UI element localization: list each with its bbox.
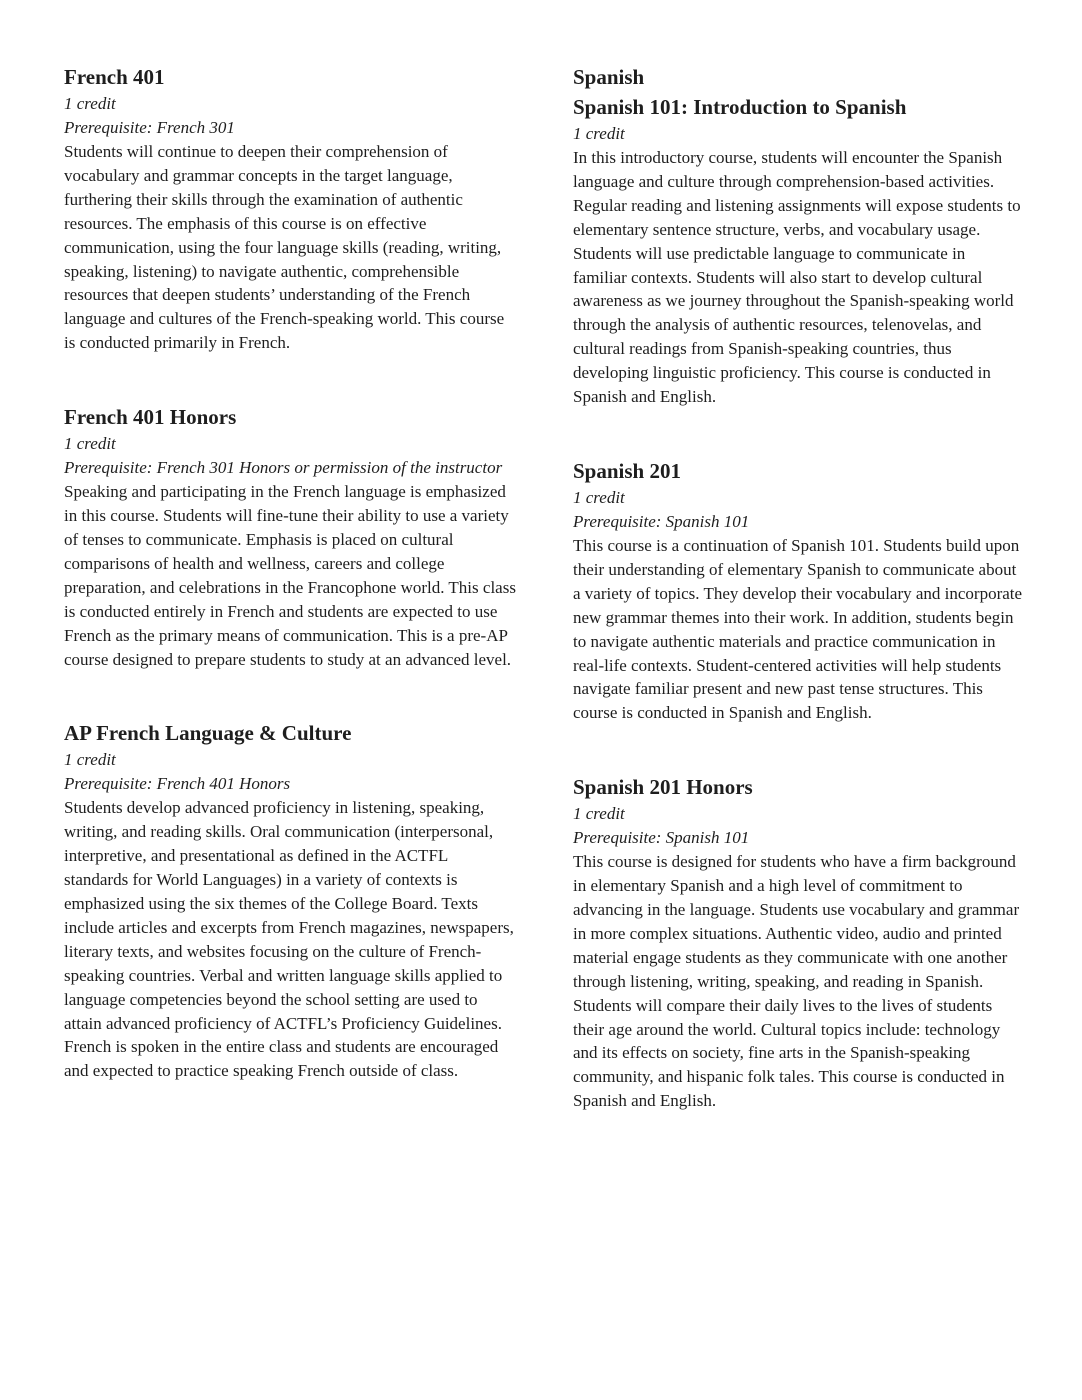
course-title: AP French Language & Culture: [64, 721, 352, 746]
course-french-401-honors: [64, 402, 516, 671]
course-title: Spanish 101: Introduction to Spanish: [573, 95, 907, 119]
course-description: This course is a continuation of Spanish 101. Students build upon their understanding of elementary Spanish to communicate about a variety of topics. They develop their vocabulary and incorporate new grammar themes into their work. In addition, students begin to navigate authentic materials and practice communication in real-life contexts. Student-centered activities will help students navigate familiar present and new past tense structures. This course is conducted in Spanish and English.: [573, 535, 1023, 723]
right-column: [573, 62, 1023, 1113]
left-column: [64, 62, 516, 1083]
course-title: Spanish 201: [573, 458, 681, 483]
course-prerequisite: Prerequisite: Spanish 101: [573, 828, 750, 848]
course-credit: 1 credit: [573, 124, 625, 143]
section-title-spanish: Spanish: [573, 65, 645, 89]
course-prerequisite: Prerequisite: French 301 Honors or permission of the instructor: [64, 458, 503, 478]
course-credit: 1 credit: [573, 487, 625, 507]
course-title: French 401 Honors: [64, 405, 237, 430]
course-credit: 1 credit: [64, 434, 116, 454]
course-description: Students develop advanced proficiency in listening, speaking, writing, and reading skills. Oral communication (interpersonal, interpretive, and presentational as defined in the ACTFL standards for World Languages) in a variety of contexts is emphasized using the six themes of the College Board. Texts include articles and excerpts from French magazines, newspapers, literary texts, and websites focusing on the culture of French-speaking countries. Verbal and written language skills applied to language competencies beyond the school setting are used to attain advanced proficiency of ACTFL’s Proficiency Guidelines. French is spoken in the entire class and students are encouraged and expected to practice speaking French outside of class.: [64, 798, 514, 1081]
course-credit: 1 credit: [64, 94, 116, 113]
course-spanish-101: [573, 92, 1023, 409]
course-credit: 1 credit: [64, 750, 116, 770]
course-title: French 401: [64, 65, 165, 89]
course-ap-french: [64, 718, 516, 1083]
course-description: Speaking and participating in the French language is emphasized in this course. Students will fine-tune their ability to use a variety of tenses to communicate. Emphasis is placed on cultural comparisons of health and wellness, careers and college preparation, and celebrations in the Francophone world. This class is conducted entirely in French and students are expected to use French as the primary means of communication. This is a pre-AP course designed to prepare students to study at an advanced level.: [64, 482, 516, 669]
course-title: Spanish 201 Honors: [573, 775, 753, 800]
course-credit: 1 credit: [573, 804, 625, 824]
course-description: This course is designed for students who have a firm background in elementary Spanish and a high level of commitment to advancing in the language. Students use vocabulary and grammar in more complex situations. Authentic video, audio and printed material engage students as they communicate with one another through listening, writing, speaking, and reading in Spanish. Students will compare their daily lives to the lives of students their age around the world. Cultural topics include: technology and its effects on society, fine arts in the Spanish-speaking community, and hispanic folk tales. This course is conducted in Spanish and English.: [573, 852, 1020, 1111]
course-description: In this introductory course, students will encounter the Spanish language and culture through comprehension-based activities. Regular reading and listening assignments will expose students to elementary sentence structure, verbs, and vocabulary usage. Students will use predictable language to communicate in familiar contexts. Students will also start to develop cultural awareness as we journey throughout the Spanish-speaking world through the analysis of authentic resources, telenovelas, and cultural readings from Spanish-speaking countries, thus developing linguistic proficiency. This course is conducted in Spanish and English.: [573, 148, 1021, 407]
course-spanish-201: [573, 456, 1023, 725]
course-spanish-201-honors: [573, 772, 1023, 1113]
course-description: Students will continue to deepen their comprehension of vocabulary and grammar concepts in the target language, furthering their skills through the examination of authentic resources. The emphasis of this course is on effective communication, using the four language skills (reading, writing, speaking, listening) to navigate authentic, comprehensible resources that deepen students’ understanding of the French language and cultures of the French-speaking world. This course is conducted primarily in French.: [64, 142, 505, 353]
course-prerequisite: Prerequisite: French 301: [64, 118, 235, 137]
course-french-401: [64, 62, 516, 355]
course-prerequisite: Prerequisite: French 401 Honors: [64, 774, 291, 794]
course-prerequisite: Prerequisite: Spanish 101: [573, 511, 750, 531]
